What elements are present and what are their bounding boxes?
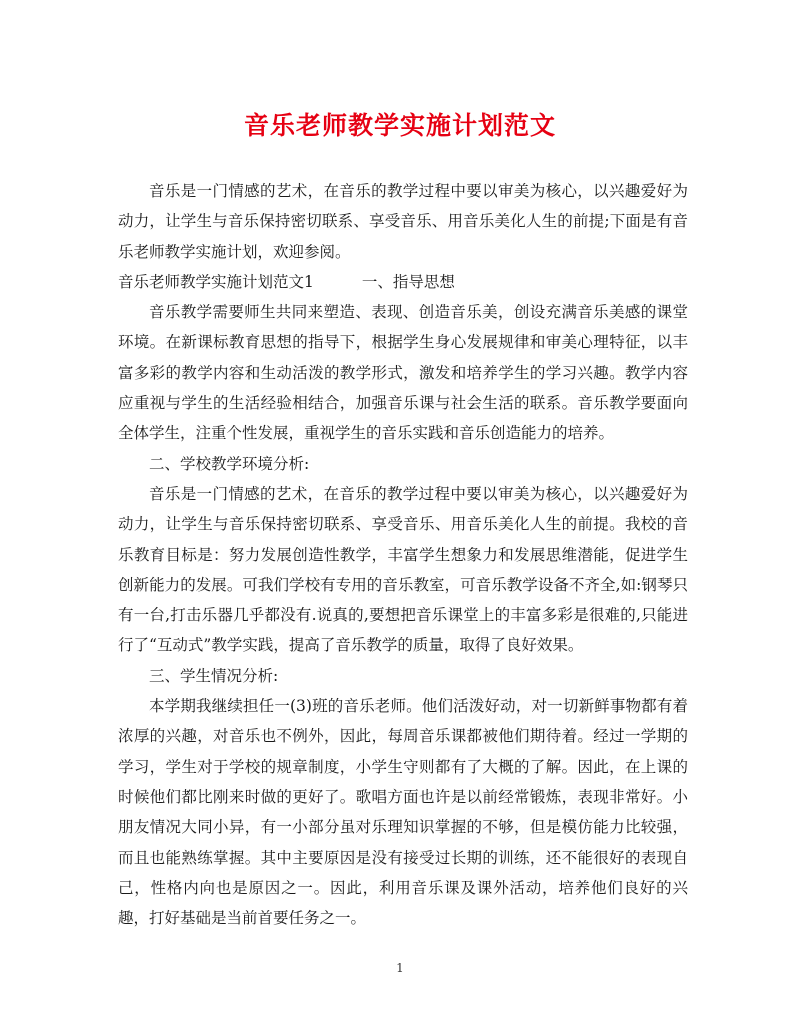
page-number: 1: [396, 961, 404, 975]
sample-heading: 音乐老师教学实施计划范文1: [118, 272, 314, 291]
intro-paragraph: 音乐是一门情感的艺术，在音乐的教学过程中要以审美为核心，以兴趣爱好为动力，让学生与音乐保持密切联系、享受音乐、用音乐美化人生的前提;下面是有音乐老师教学实施计划，欢迎参阅。: [118, 182, 688, 261]
sample-heading-line: [118, 267, 688, 297]
school-environment-paragraph: 音乐是一门情感的艺术，在音乐的教学过程中要以审美为核心，以兴趣爱好为动力，让学生与音乐保持密切联系、享受音乐、用音乐美化人生的前提。我校的音乐教育目标是：努力发展创造性教学，丰富学生想象力和发展思维潜能，促进学生创新能力的发展。可我们学校有专用的音乐教室，可音乐教学设备不齐全,如:钢琴只有一台,打击乐器几乎都没有.说真的,要想把音乐课堂上的丰富多彩是很难的,只能进行了“互动式”教学实践，提高了音乐教学的质量，取得了良好效果。: [118, 484, 688, 655]
section-heading-school-environment: 二、学校教学环境分析:: [149, 454, 310, 473]
section-heading-guiding-ideology: 一、指导思想: [361, 272, 455, 291]
document-body: [118, 176, 688, 933]
guiding-ideology-paragraph: 音乐教学需要师生共同来塑造、表现、创造音乐美，创设充满音乐美感的课堂环境。在新课标教育思想的指导下，根据学生身心发展规律和审美心理特征，以丰富多彩的教学内容和生动活泼的教学形式，激发和培养学生的学习兴趣。教学内容应重视与学生的生活经验相结合，加强音乐课与社会生活的联系。音乐教学要面向全体学生，注重个性发展，重视学生的音乐实践和音乐创造能力的培养。: [118, 303, 688, 443]
student-situation-paragraph: 本学期我继续担任一(3)班的音乐老师。他们活泼好动，对一切新鲜事物都有着浓厚的兴趣，对音乐也不例外，因此，每周音乐课都被他们期待着。经过一学期的学习，学生对于学校的规章制度，小学生守则都有了大概的了解。因此，在上课的时候他们都比刚来时做的更好了。歌唱方面也许是以前经常锻炼，表现非常好。小朋友情况大同小异，有一小部分虽对乐理知识掌握的不够，但是模仿能力比较强，而且也能熟练掌握。其中主要原因是没有接受过长期的训练，还不能很好的表现自己，性格内向也是原因之一。因此，利用音乐课及课外活动，培养他们良好的兴趣，打好基础是当前首要任务之一。: [118, 697, 688, 928]
section-heading-student-situation: 三、学生情况分析:: [149, 666, 279, 685]
document-title: 音乐老师教学实施计划范文: [243, 111, 556, 140]
